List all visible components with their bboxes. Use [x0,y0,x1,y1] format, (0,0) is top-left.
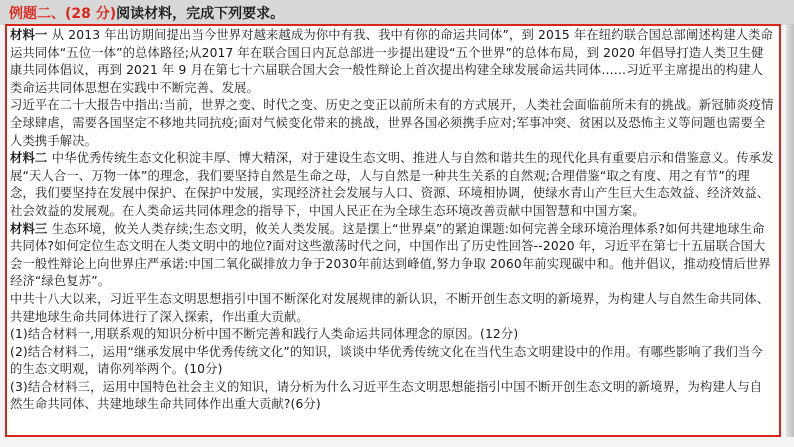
material-2-text: 中华优秀传统生态文化积淀丰厚、博大精深，对于建设生态文明、推进人与自然和谐共生的现代化具有重要启示和借鉴意义。传承发展“天人合一、万物一体”的理念，我们要坚持自然是生命之母，人与自然是一种共生关系的自然观;合理借鉴“取之有度、用之有节”的理念，我们要坚持在发展中保护、在保护中发展，实现经济社会发展与人口、资源、环境相协调，使绿水青山产生巨大生态效益、经济效益、社会效益的发展观。在人类命运共同体理念的指导下，中国人民正在为全球生态环境改善贡献中国智慧和中国方案。 [10,151,774,218]
material-1-text: 从 2013 年出访期间提出当今世界对越来越成为你中有我、我中有你的命运共同体”，到 2015 年在纽约联合国总部阐述构建人类命运共同体“五位一体”的总体路径;从2017 年在联合国日内瓦总部进一步提出建设“五个世界”的总体布局，到 2020 年倡导打造人类卫生健康共同体倡议，再到 2021 年 9 月在第七十六届联合国大会一般性辩论上首次提出构建全球发展命运共同体……习近平主席提出的构建人类命运共同体思想在实践中不断完善、发展。 [10,28,774,95]
question-1: (1)结合材料一,用联系观的知识分析中国不断完善和践行人类命运共同体理念的原因。(12分) [10,327,519,342]
material-2-label: 材料二 [10,151,52,166]
material-1-label: 材料一 [10,28,52,42]
exercise-label: 例题二、 [9,6,65,22]
material-3-label: 材料三 [10,221,52,236]
material-2 [10,150,774,220]
title-bar [0,0,794,25]
exercise-title [9,3,284,23]
question-3: (3)结合材料三，运用中国特色社会主义的知识，请分析为什么习近平生态文明思想能指引中国不断开创生态文明的新境界，为构建人与自然生命共同体、共建地球生命共同体作出重大贡献?(6分) [10,379,763,412]
material-3-paragraph-2: 中共十八大以来，习近平生态文明思想指引中国不断深化对发展规律的新认识，不断开创生态文明的新境界，为构建人与自然生命共同体、共建地球生命共同体进行了深入探索，作出重大贡献。 [10,291,770,324]
material-3-text: 生态环境，攸关人类存续;生态文明，攸关人类发展。这是摆上“世界桌”的紧迫课题:如何完善全球环境治理体系?如何共建地球生命共同体?如何定位生态文明在人类文明中的地位?面对这些激荡时代之问，中国作出了历史性回答--2020 年，习近平在第七十五届联合国大会一般性辩论上向世界庄严承诺:中国二氧化碳排放力争于2030年前达到峰值,努力争取 2060年前实现碳中和。他并倡议，推动疫情后世界经济“绿色复苏”。 [10,221,771,289]
material-1 [10,27,774,97]
exercise-instruction: 阅读材料，完成下列要求。 [116,6,285,22]
material-1-paragraph-2: 习近平在二十大报告中指出:当前，世界之变、时代之变、历史之变正以前所未有的方式展开，人类社会面临前所未有的挑战。新冠肺炎疫情全球肆虐，需要各国坚定不移地共同抗疫;面对气候变化带来的挑战，世界各国必须携手应对;军事冲突、贫困以及恐怖主义等问题也需要全人类携手解决。 [10,98,774,148]
question-2: (2)结合材料二，运用“继承发展中华优秀传统文化”的知识，谈谈中华优秀传统文化在当代生态文明建设中的作用。有哪些影响了我们当今的生态文明观，请你列举两个。(10分) [10,344,763,377]
content-frame [5,24,781,437]
slide-edge [786,24,794,437]
content-body [10,27,774,414]
exercise-score: (28 分) [65,6,117,22]
material-3 [10,221,774,291]
